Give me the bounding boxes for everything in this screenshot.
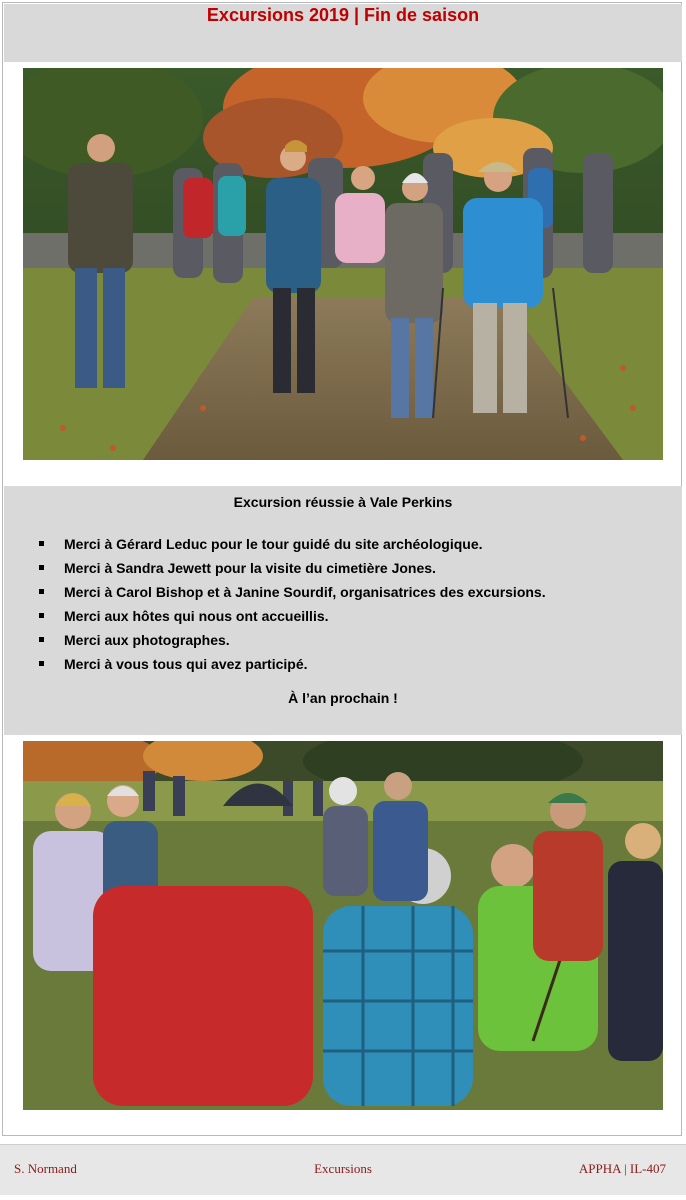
- title-bar: [4, 4, 682, 62]
- list-item: Merci aux hôtes qui nous ont accueillis.: [39, 604, 546, 628]
- footer-author: S. Normand: [14, 1161, 77, 1176]
- footer-reference: APPHA | IL-407: [578, 1161, 666, 1176]
- closing-text: À l’an prochain !: [288, 690, 398, 706]
- bullet-icon: [39, 661, 44, 666]
- panel-title: Excursion réussie à Vale Perkins: [233, 494, 453, 510]
- bullet-icon: [39, 565, 44, 570]
- footer: [0, 1144, 686, 1195]
- thanks-list: [39, 532, 546, 676]
- bullet-icon: [39, 613, 44, 618]
- list-item: Merci à vous tous qui avez participé.: [39, 652, 546, 676]
- list-item: Merci aux photographes.: [39, 628, 546, 652]
- bullet-icon: [39, 589, 44, 594]
- group-hike-photo: [23, 68, 663, 460]
- list-item: Merci à Sandra Jewett pour la visite du cimetière Jones.: [39, 556, 546, 580]
- bullet-icon: [39, 637, 44, 642]
- list-item: Merci à Gérard Leduc pour le tour guidé du site archéologique.: [39, 532, 546, 556]
- footer-section: Excursions: [314, 1161, 372, 1176]
- group-gathering-photo: [23, 741, 663, 1110]
- page-title: Excursions 2019 | Fin de saison: [206, 4, 480, 25]
- thanks-panel: [4, 486, 682, 735]
- bullet-icon: [39, 541, 44, 546]
- list-item: Merci à Carol Bishop et à Janine Sourdif, organisatrices des excursions.: [39, 580, 546, 604]
